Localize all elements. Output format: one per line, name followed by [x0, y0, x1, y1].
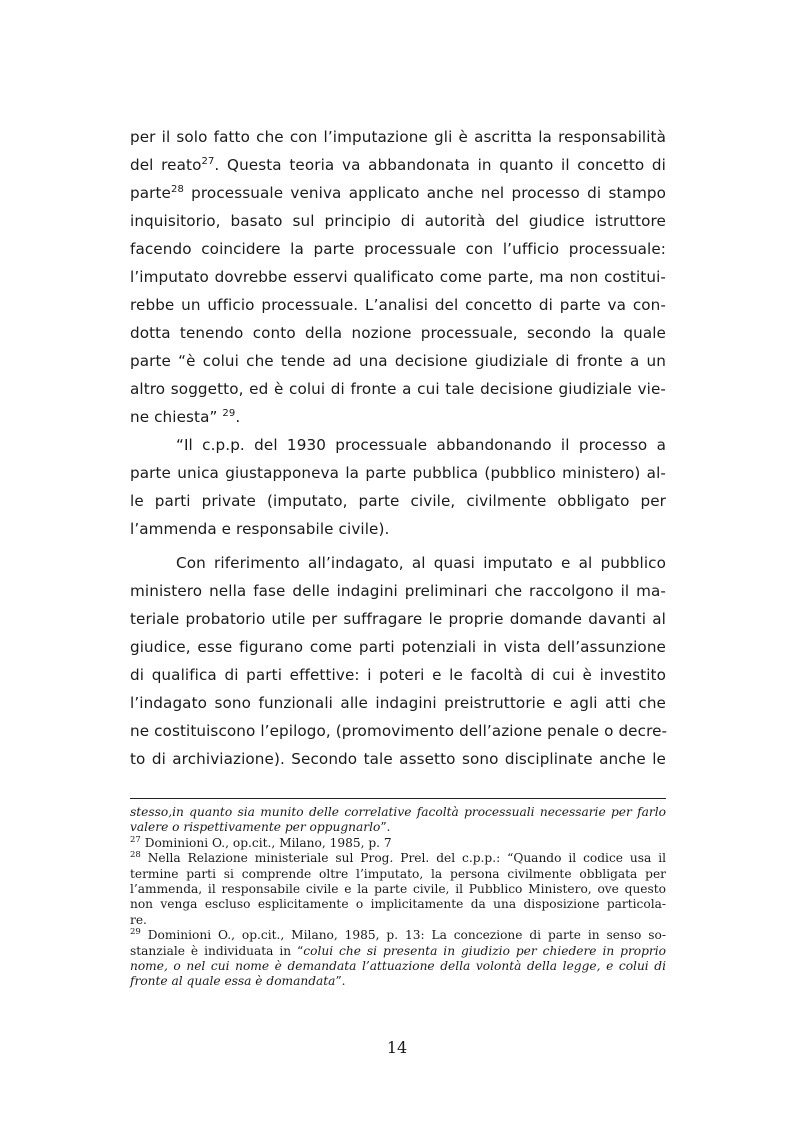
text-line: per il solo fatto che con l’imputazione gli è ascritta la responsabilità	[130, 128, 666, 146]
page-number: 14	[386, 1038, 408, 1057]
footnote-28: $^{28}$ Nella Relazione ministeriale sul Prog. Prel. del c.p.p.: “Quando il codice usa il	[130, 850, 666, 866]
footnote-27: $^{27}$ Dominioni O., op.cit., Milano, 1985, p. 7	[130, 834, 392, 850]
text-line: del reato$^{27}$. Questa teoria va abbandonata in quanto il concetto di	[130, 155, 666, 174]
text-line: di qualifica di parti effettive: i poteri e le facoltà di cui è investito	[130, 666, 666, 684]
footnote-29-line: fronte al quale essa è domandata”.	[130, 974, 346, 989]
text-line: l’ammenda e responsabile civile).	[130, 520, 390, 538]
footnote-28-line: non venga escluso esplicitamente o implicitamente da una disposizione particola-	[130, 897, 666, 912]
footnote-28-line: termine parti si comprende oltre l’imputato, la persona civilmente obbligata per	[130, 866, 666, 881]
text-line: parte$^{28}$ processuale veniva applicato anche nel processo di stampo	[130, 183, 666, 202]
footnote-ref-28: 28	[171, 183, 184, 195]
text-line: altro soggetto, ed è colui di fronte a cui tale decisione giudiziale vie-	[130, 380, 666, 398]
footnote-29-line: nome, o nel cui nome è demandata l’attuazione della volontà della legge, e colui di	[130, 959, 666, 974]
text-line: to di archiviazione). Secondo tale assetto sono disciplinate anche le	[130, 750, 666, 768]
text-line: le parti private (imputato, parte civile, civilmente obbligato per	[130, 492, 666, 510]
footnote-continuation-line: stesso,in quanto sia munito delle correlative facoltà processuali necessarie per farlo	[130, 805, 666, 819]
paragraph-2	[130, 431, 666, 543]
text-line: facendo coincidere la parte processuale con l’ufficio processuale:	[130, 240, 666, 258]
footnote-ref-27: 27	[201, 155, 215, 167]
text-line: “Il c.p.p. del 1930 processuale abbandonando il processo a	[176, 436, 666, 454]
text-line: inquisitorio, basato sul principio di autorità del giudice istruttore	[130, 212, 666, 230]
text-line: l’indagato sono funzionali alle indagini preistruttorie e agli atti che	[130, 694, 666, 712]
text-line: teriale probatorio utile per suffragare le proprie domande davanti al	[130, 610, 666, 628]
text-line: giudice, esse figurano come parti potenziali in vista dell’assunzione	[130, 638, 666, 656]
text-line: parte unica giustapponeva la parte pubblica (pubblico ministero) al-	[130, 464, 666, 482]
footnote-ref-29: 29	[222, 407, 236, 419]
text-line: l’imputato dovrebbe esservi qualificato come parte, ma non costitui-	[130, 268, 666, 286]
paragraph-1	[130, 123, 666, 431]
footnotes	[130, 805, 666, 990]
paragraph-3	[130, 549, 666, 773]
footnote-28-line: re.	[130, 912, 147, 927]
footnote-29-line: stanziale è individuata in “colui che si presenta in giudizio per chiedere in proprio	[130, 943, 666, 958]
text-line: rebbe un ufficio processuale. L’analisi del concetto di parte va con-	[130, 296, 666, 314]
text-line: ne costituiscono l’epilogo, (promovimento dell’azione penale o decre-	[130, 722, 668, 740]
text-line: parte “è colui che tende ad una decisione giudiziale di fronte a un	[130, 352, 666, 370]
text-line: Con riferimento all’indagato, al quasi imputato e al pubblico	[176, 554, 666, 572]
text-line: dotta tenendo conto della nozione processuale, secondo la quale	[130, 324, 666, 342]
footnote-separator	[130, 798, 666, 799]
footnote-29: $^{29}$ Dominioni O., op.cit., Milano, 1985, p. 13: La concezione di parte in senso so-	[130, 927, 666, 943]
text-line: ne chiesta” $^{29}$.	[130, 407, 241, 426]
body-text	[130, 123, 666, 773]
footnote-28-line: l’ammenda, il responsabile civile e la parte civile, il Pubblico Ministero, ove questo	[130, 882, 666, 897]
footnote-continuation-line: valere o rispettivamente per oppugnarlo”.	[130, 820, 391, 835]
text-line: ministero nella fase delle indagini preliminari che raccolgono il ma-	[130, 582, 666, 600]
